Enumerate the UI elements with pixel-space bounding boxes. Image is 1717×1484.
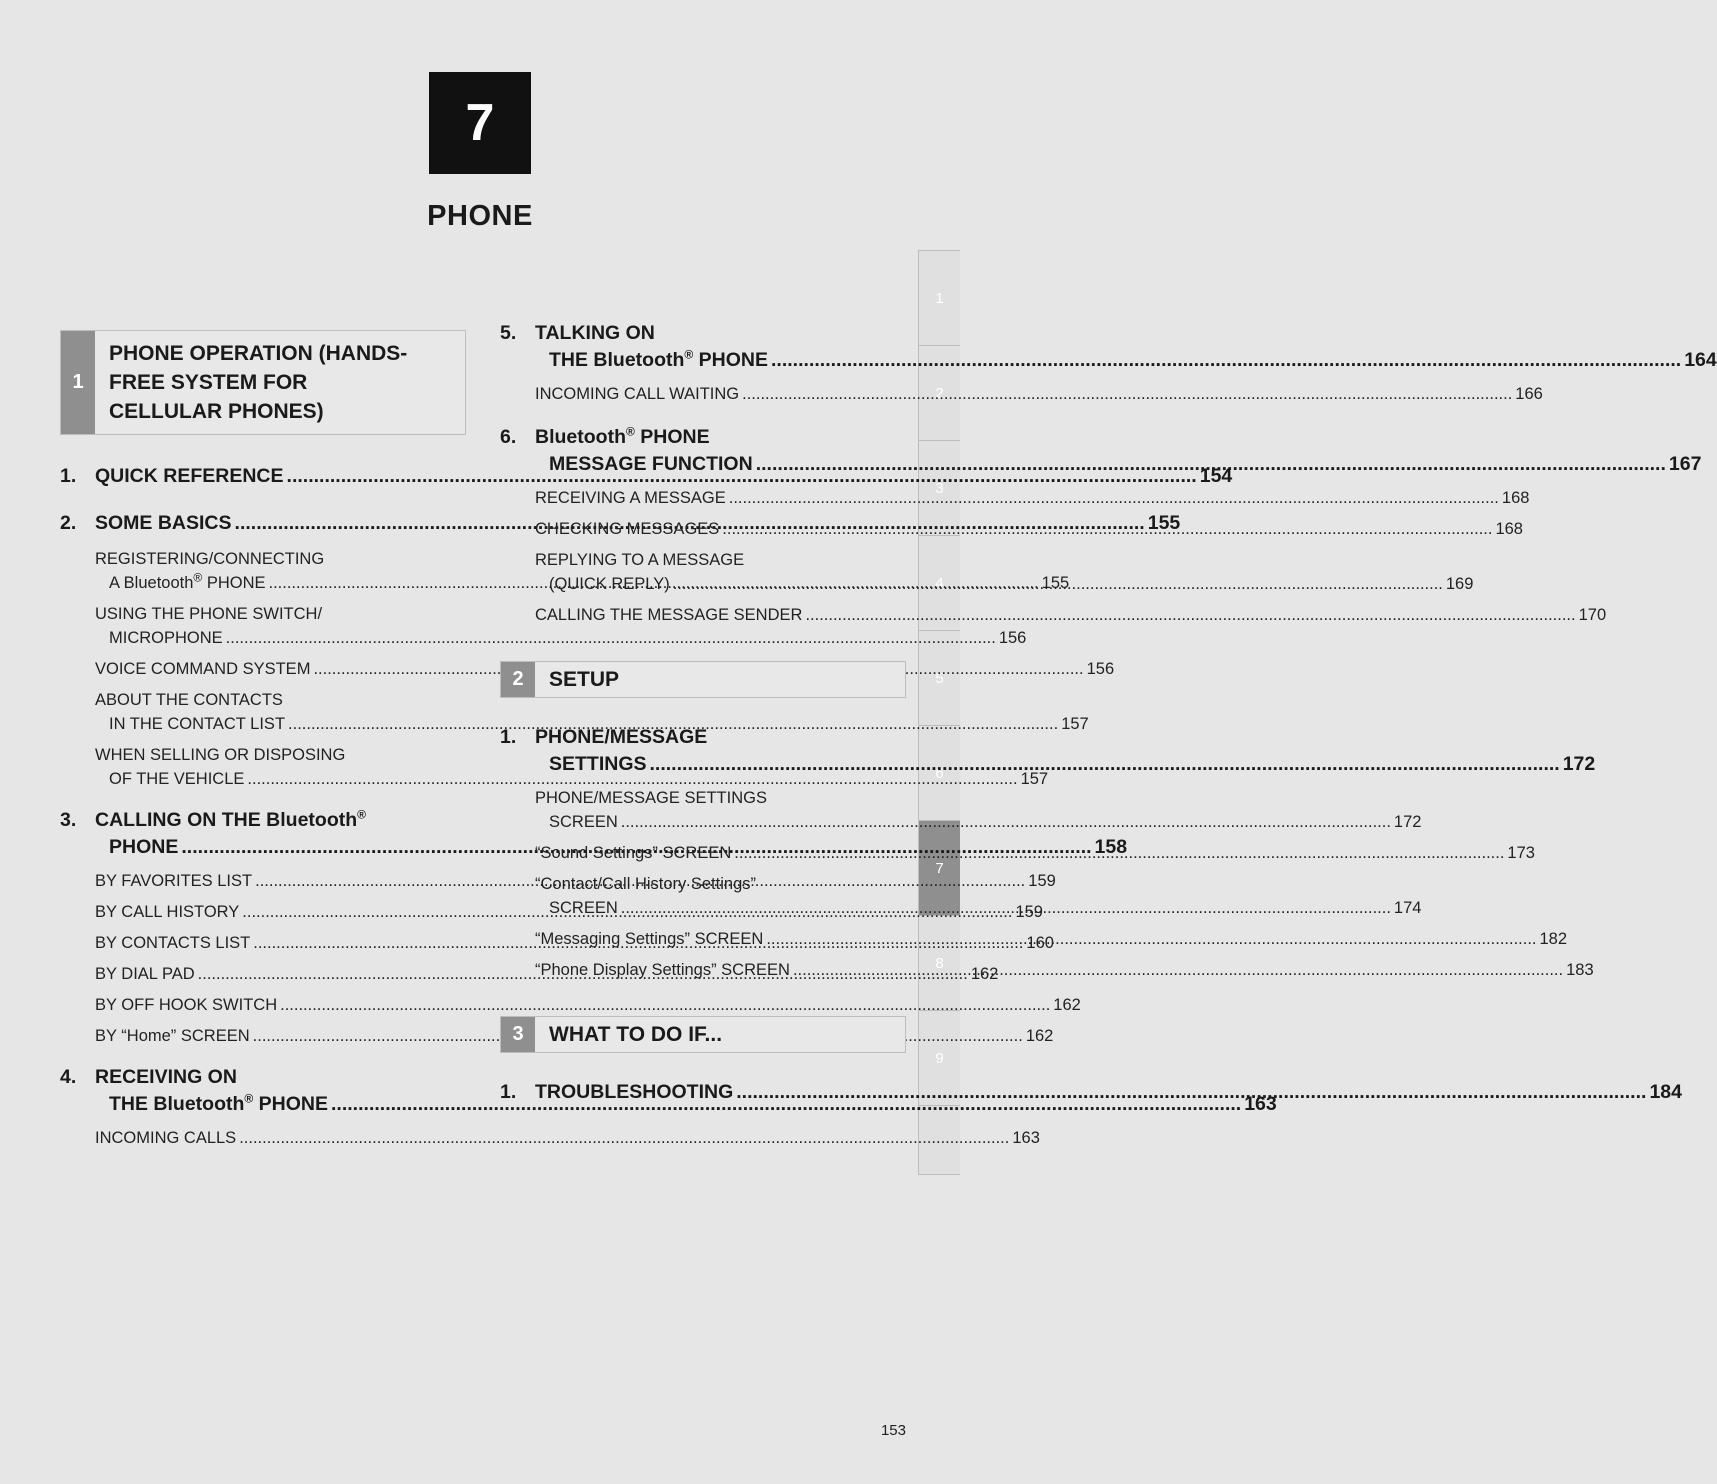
entry-title-line: THE Bluetooth® PHONE bbox=[109, 1091, 329, 1115]
sub-title: BY CONTACTS LIST bbox=[95, 934, 251, 952]
sub-page: 162 bbox=[1025, 1027, 1054, 1045]
sub-page: 166 bbox=[1515, 385, 1543, 403]
sub-page: 168 bbox=[1501, 489, 1530, 507]
side-tab-3[interactable]: 3 bbox=[918, 440, 960, 535]
sub-title: VOICE COMMAND SYSTEM bbox=[95, 660, 311, 678]
side-tab-1[interactable]: 1 bbox=[918, 250, 960, 345]
sub-page: 162 bbox=[1053, 996, 1081, 1014]
chapter-number-box bbox=[429, 72, 531, 174]
sub-page: 163 bbox=[1012, 1129, 1040, 1147]
side-tab-5[interactable]: 5 bbox=[918, 630, 960, 725]
toc-entry-calling[interactable]: 3. CALLING ON THE Bluetooth® PHONE..... 158 bbox=[60, 807, 466, 861]
sub-title-line: IN THE CONTACT LIST bbox=[109, 715, 286, 733]
sub-title: “Messaging Settings” SCREEN bbox=[535, 930, 764, 948]
entry-number: 3. bbox=[60, 809, 77, 831]
entry-page: 184 bbox=[1649, 1081, 1682, 1103]
sub-title-line: USING THE PHONE SWITCH/ bbox=[95, 605, 323, 623]
side-tab-8[interactable]: 8 bbox=[918, 915, 960, 1010]
sub-title-line: (QUICK REPLY) bbox=[549, 575, 670, 593]
sub-title: CHECKING MESSAGES bbox=[535, 520, 720, 538]
entry-title-line: TALKING ON bbox=[535, 322, 655, 344]
section-title: SETUP bbox=[549, 668, 620, 691]
toc-sub-contacts[interactable] bbox=[60, 688, 1089, 736]
toc-entry-message-function[interactable]: 6. Bluetooth® PHONE MESSAGE FUNCTION..... 167 bbox=[500, 424, 906, 478]
section-title-line: FREE SYSTEM FOR bbox=[109, 371, 308, 394]
entry-number: 5. bbox=[500, 322, 517, 344]
sub-page: 170 bbox=[1578, 606, 1607, 624]
entry-page: 164 bbox=[1684, 349, 1717, 371]
side-tab-2[interactable]: 2 bbox=[918, 345, 960, 440]
side-tab-6[interactable]: 6 bbox=[918, 725, 960, 820]
toc-entry-talking[interactable] bbox=[500, 320, 1717, 374]
sub-page: 159 bbox=[1015, 903, 1043, 921]
page-number: 153 bbox=[880, 1422, 906, 1439]
sub-title-line: ABOUT THE CONTACTS bbox=[95, 691, 283, 709]
sub-page: 159 bbox=[1028, 872, 1056, 890]
section-title-line: CELLULAR PHONES) bbox=[109, 400, 324, 423]
sub-page: 174 bbox=[1393, 899, 1422, 917]
sub-title: BY OFF HOOK SWITCH bbox=[95, 996, 278, 1014]
sub-page: 157 bbox=[1061, 715, 1089, 733]
sub-page: 172 bbox=[1393, 813, 1422, 831]
entry-title: QUICK REFERENCE bbox=[95, 465, 284, 487]
entry-number: 2. bbox=[60, 512, 77, 534]
sub-title-line: SCREEN bbox=[549, 899, 618, 917]
entry-title-line: SETTINGS bbox=[549, 753, 647, 775]
sub-title-line: WHEN SELLING OR DISPOSING bbox=[95, 746, 346, 764]
sub-title: BY DIAL PAD bbox=[95, 965, 195, 983]
sub-page: 173 bbox=[1507, 844, 1535, 862]
entry-title: TROUBLESHOOTING bbox=[535, 1081, 734, 1103]
section-title-line: PHONE OPERATION (HANDS- bbox=[109, 342, 408, 365]
entry-title-line: MESSAGE FUNCTION bbox=[549, 453, 753, 475]
toc-sub-receiving-message[interactable] bbox=[500, 486, 1530, 510]
sub-title-line: “Contact/Call History Settings” bbox=[535, 875, 756, 893]
sub-page: 156 bbox=[998, 629, 1027, 647]
sub-title-line: A Bluetooth® PHONE bbox=[109, 570, 266, 592]
section-number: 3 bbox=[501, 1017, 535, 1052]
sub-title-line: SCREEN bbox=[549, 813, 618, 831]
sub-page: 169 bbox=[1445, 575, 1474, 593]
sub-title-line: MICROPHONE bbox=[109, 629, 223, 647]
sub-page: 156 bbox=[1086, 660, 1115, 678]
section-title: WHAT TO DO IF... bbox=[549, 1023, 723, 1046]
sub-page: 162 bbox=[970, 965, 999, 983]
entry-page: 154 bbox=[1199, 465, 1233, 487]
side-tab-4[interactable]: 4 bbox=[918, 535, 960, 630]
entry-page: 163 bbox=[1244, 1093, 1277, 1115]
sub-title: BY FAVORITES LIST bbox=[95, 872, 253, 890]
sub-page: 155 bbox=[1041, 574, 1070, 592]
section-header-3 bbox=[500, 1016, 906, 1053]
sub-title-line: REGISTERING/CONNECTING bbox=[95, 550, 325, 568]
section-header-1 bbox=[60, 330, 466, 435]
toc-sub-settings-screen[interactable] bbox=[500, 786, 1422, 834]
entry-page: 167 bbox=[1668, 453, 1702, 475]
entry-number: 6. bbox=[500, 426, 517, 448]
sub-page: 157 bbox=[1020, 770, 1049, 788]
sub-title-line: REPLYING TO A MESSAGE bbox=[535, 551, 745, 569]
entry-number: 1. bbox=[500, 726, 517, 748]
sub-title: BY CALL HISTORY bbox=[95, 903, 240, 921]
chapter-title: PHONE bbox=[427, 200, 533, 232]
toc-sub-call-waiting[interactable] bbox=[500, 382, 1543, 406]
sub-page: 182 bbox=[1539, 930, 1568, 948]
section-title bbox=[95, 331, 465, 434]
sub-title: “Phone Display Settings” SCREEN bbox=[535, 961, 790, 979]
sub-title-line: PHONE/MESSAGE SETTINGS bbox=[535, 789, 767, 807]
entry-title-line: THE Bluetooth® PHONE bbox=[549, 347, 769, 371]
chapter-number: 7 bbox=[465, 94, 495, 152]
toc-sub-off-hook[interactable] bbox=[60, 993, 1081, 1017]
entry-title: SOME BASICS bbox=[95, 512, 232, 534]
sub-page: 168 bbox=[1495, 520, 1523, 538]
toc-sub-calling-sender[interactable] bbox=[500, 603, 1607, 627]
sub-title-line: OF THE VEHICLE bbox=[109, 770, 245, 788]
section-header-2 bbox=[500, 661, 906, 698]
sub-title: BY “Home” SCREEN bbox=[95, 1027, 250, 1045]
side-tab-9[interactable]: 9 bbox=[918, 1010, 960, 1105]
sub-page: 183 bbox=[1566, 961, 1594, 979]
entry-title-line: PHONE/MESSAGE bbox=[535, 726, 708, 748]
section-number: 1 bbox=[61, 331, 95, 434]
entry-number: 1. bbox=[60, 465, 77, 487]
toc-sub-incoming-calls[interactable] bbox=[60, 1126, 1040, 1150]
entry-page: 158 bbox=[1094, 836, 1128, 858]
entry-number: 1. bbox=[500, 1081, 517, 1103]
entry-title-line: Bluetooth bbox=[535, 426, 626, 448]
sub-title: “Sound Settings” SCREEN bbox=[535, 844, 732, 862]
entry-title-line: PHONE bbox=[109, 836, 179, 858]
sub-title: INCOMING CALLS bbox=[95, 1129, 237, 1147]
sub-title: CALLING THE MESSAGE SENDER bbox=[535, 606, 803, 624]
entry-title-line: CALLING ON THE Bluetooth bbox=[95, 809, 358, 831]
sub-title: RECEIVING A MESSAGE bbox=[535, 489, 726, 507]
side-tab-7[interactable]: 7 bbox=[918, 820, 960, 915]
sub-page: 160 bbox=[1026, 934, 1054, 952]
section-number: 2 bbox=[501, 662, 535, 697]
entry-title-line: RECEIVING ON bbox=[95, 1066, 237, 1088]
sub-title: INCOMING CALL WAITING bbox=[535, 385, 740, 403]
entry-page: 172 bbox=[1562, 753, 1596, 775]
entry-number: 4. bbox=[60, 1066, 77, 1088]
entry-page: 155 bbox=[1147, 512, 1181, 534]
